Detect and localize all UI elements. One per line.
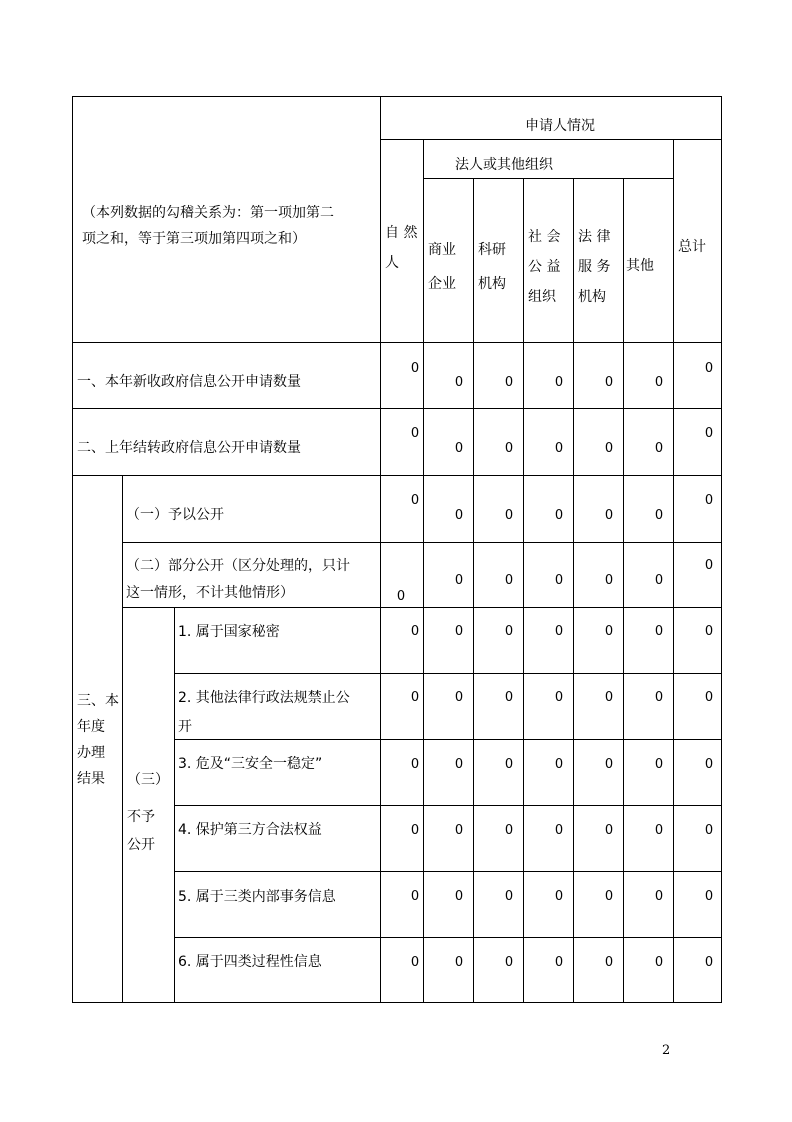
commercial-enterprise-header: 商业 bbox=[428, 242, 456, 258]
social-welfare-header: 组织 bbox=[528, 289, 556, 305]
row-label-process-info: 6. 属于四类过程性信息 bbox=[178, 954, 322, 970]
legal-person-header: 法人或其他组织 bbox=[455, 157, 553, 173]
legal-service-header: 服 务 bbox=[578, 259, 611, 275]
section-label-results: 结果 bbox=[77, 771, 105, 787]
value-cell: 0 bbox=[410, 823, 420, 838]
value-cell: 0 bbox=[454, 955, 464, 970]
divider bbox=[174, 805, 722, 806]
value-cell: 0 bbox=[504, 889, 514, 904]
row-label-partially-disclosed: （二）部分公开（区分处理的，只计 bbox=[126, 558, 350, 574]
research-institution-header: 科研 bbox=[478, 242, 506, 258]
divider bbox=[380, 96, 381, 1003]
divider bbox=[174, 739, 722, 740]
divider bbox=[174, 673, 722, 674]
value-cell: 0 bbox=[454, 573, 464, 588]
value-cell: 0 bbox=[654, 690, 664, 705]
value-cell: 0 bbox=[504, 955, 514, 970]
value-cell: 0 bbox=[410, 757, 420, 772]
value-cell: 0 bbox=[504, 624, 514, 639]
value-cell: 0 bbox=[504, 508, 514, 523]
value-cell: 0 bbox=[410, 426, 420, 441]
group-label-not-disclosed: （三） bbox=[127, 772, 169, 788]
value-cell: 0 bbox=[454, 757, 464, 772]
divider bbox=[423, 139, 424, 1003]
row-label-three-safety: 3. 危及“三安全一稳定” bbox=[178, 756, 323, 772]
value-cell: 0 bbox=[604, 955, 614, 970]
section-label-results: 三、本 bbox=[77, 693, 119, 709]
value-cell: 0 bbox=[504, 823, 514, 838]
natural-person-header: 自 然 bbox=[385, 225, 418, 241]
value-cell: 0 bbox=[704, 558, 714, 573]
value-cell: 0 bbox=[554, 508, 564, 523]
divider bbox=[673, 139, 674, 1003]
value-cell: 0 bbox=[554, 573, 564, 588]
value-cell: 0 bbox=[504, 573, 514, 588]
border-left bbox=[72, 96, 73, 1003]
divider bbox=[72, 475, 722, 476]
value-cell: 0 bbox=[410, 955, 420, 970]
divider bbox=[72, 342, 722, 343]
value-cell: 0 bbox=[604, 441, 614, 456]
divider bbox=[174, 871, 722, 872]
value-cell: 0 bbox=[410, 624, 420, 639]
divider bbox=[72, 408, 722, 409]
value-cell: 0 bbox=[654, 624, 664, 639]
divider bbox=[174, 607, 175, 1003]
value-cell: 0 bbox=[410, 889, 420, 904]
value-cell: 0 bbox=[654, 889, 664, 904]
total-header: 总计 bbox=[678, 239, 706, 255]
value-cell: 0 bbox=[396, 589, 406, 604]
statistics-table bbox=[72, 96, 722, 1003]
value-cell: 0 bbox=[554, 624, 564, 639]
border-bottom bbox=[72, 1002, 722, 1003]
value-cell: 0 bbox=[504, 757, 514, 772]
value-cell: 0 bbox=[454, 441, 464, 456]
divider bbox=[573, 178, 574, 1003]
social-welfare-header: 公 益 bbox=[528, 259, 561, 275]
legal-service-header: 法 律 bbox=[578, 229, 611, 245]
value-cell: 0 bbox=[704, 889, 714, 904]
header-note: 项之和，等于第三项加第四项之和） bbox=[82, 231, 306, 247]
row-label-new-requests: 一、本年新收政府信息公开申请数量 bbox=[77, 374, 301, 390]
divider bbox=[122, 542, 722, 543]
section-label-results: 年度 bbox=[77, 719, 105, 735]
divider bbox=[623, 178, 624, 1003]
value-cell: 0 bbox=[604, 823, 614, 838]
value-cell: 0 bbox=[704, 361, 714, 376]
divider bbox=[174, 937, 722, 938]
value-cell: 0 bbox=[410, 493, 420, 508]
divider bbox=[523, 178, 524, 1003]
value-cell: 0 bbox=[704, 823, 714, 838]
divider bbox=[122, 607, 722, 608]
value-cell: 0 bbox=[454, 508, 464, 523]
value-cell: 0 bbox=[604, 757, 614, 772]
value-cell: 0 bbox=[654, 955, 664, 970]
value-cell: 0 bbox=[704, 757, 714, 772]
natural-person-header: 人 bbox=[385, 255, 399, 271]
value-cell: 0 bbox=[604, 375, 614, 390]
row-label-third-party: 4. 保护第三方合法权益 bbox=[178, 822, 322, 838]
border-right bbox=[721, 96, 722, 1003]
value-cell: 0 bbox=[454, 690, 464, 705]
value-cell: 0 bbox=[554, 375, 564, 390]
value-cell: 0 bbox=[504, 441, 514, 456]
value-cell: 0 bbox=[704, 955, 714, 970]
value-cell: 0 bbox=[704, 426, 714, 441]
row-label-prohibited-by-law: 开 bbox=[178, 719, 192, 735]
social-welfare-header: 社 会 bbox=[528, 229, 561, 245]
legal-service-header: 机构 bbox=[578, 289, 606, 305]
value-cell: 0 bbox=[454, 375, 464, 390]
divider bbox=[423, 178, 673, 179]
applicant-situation-header: 申请人情况 bbox=[525, 118, 595, 134]
divider bbox=[473, 178, 474, 1003]
row-label-partially-disclosed: 这一情形，不计其他情形） bbox=[126, 585, 294, 601]
value-cell: 0 bbox=[454, 823, 464, 838]
value-cell: 0 bbox=[604, 508, 614, 523]
value-cell: 0 bbox=[654, 823, 664, 838]
value-cell: 0 bbox=[604, 690, 614, 705]
value-cell: 0 bbox=[604, 573, 614, 588]
value-cell: 0 bbox=[554, 889, 564, 904]
value-cell: 0 bbox=[554, 823, 564, 838]
group-label-not-disclosed: 公开 bbox=[127, 837, 155, 853]
value-cell: 0 bbox=[554, 955, 564, 970]
row-label-carried-over: 二、上年结转政府信息公开申请数量 bbox=[77, 440, 301, 456]
value-cell: 0 bbox=[654, 757, 664, 772]
header-note: （本列数据的勾稽关系为：第一项加第二 bbox=[82, 205, 334, 221]
value-cell: 0 bbox=[704, 624, 714, 639]
value-cell: 0 bbox=[554, 441, 564, 456]
value-cell: 0 bbox=[654, 573, 664, 588]
value-cell: 0 bbox=[454, 624, 464, 639]
group-label-not-disclosed: 不予 bbox=[127, 809, 155, 825]
page-number: 2 bbox=[662, 1043, 671, 1058]
row-label-disclosed: （一）予以公开 bbox=[126, 507, 224, 523]
value-cell: 0 bbox=[704, 690, 714, 705]
value-cell: 0 bbox=[604, 889, 614, 904]
value-cell: 0 bbox=[410, 361, 420, 376]
divider bbox=[122, 475, 123, 1003]
value-cell: 0 bbox=[654, 441, 664, 456]
value-cell: 0 bbox=[504, 690, 514, 705]
value-cell: 0 bbox=[654, 375, 664, 390]
other-header: 其他 bbox=[626, 258, 654, 274]
value-cell: 0 bbox=[554, 690, 564, 705]
value-cell: 0 bbox=[604, 624, 614, 639]
row-label-state-secret: 1. 属于国家秘密 bbox=[178, 624, 280, 640]
value-cell: 0 bbox=[504, 375, 514, 390]
row-label-internal-affairs: 5. 属于三类内部事务信息 bbox=[178, 889, 336, 905]
research-institution-header: 机构 bbox=[478, 276, 506, 292]
section-label-results: 办理 bbox=[77, 745, 105, 761]
divider bbox=[380, 139, 722, 140]
border-top bbox=[72, 96, 722, 97]
value-cell: 0 bbox=[654, 508, 664, 523]
value-cell: 0 bbox=[554, 757, 564, 772]
value-cell: 0 bbox=[704, 493, 714, 508]
commercial-enterprise-header: 企业 bbox=[428, 276, 456, 292]
value-cell: 0 bbox=[410, 690, 420, 705]
value-cell: 0 bbox=[454, 889, 464, 904]
row-label-prohibited-by-law: 2. 其他法律行政法规禁止公 bbox=[178, 690, 350, 706]
